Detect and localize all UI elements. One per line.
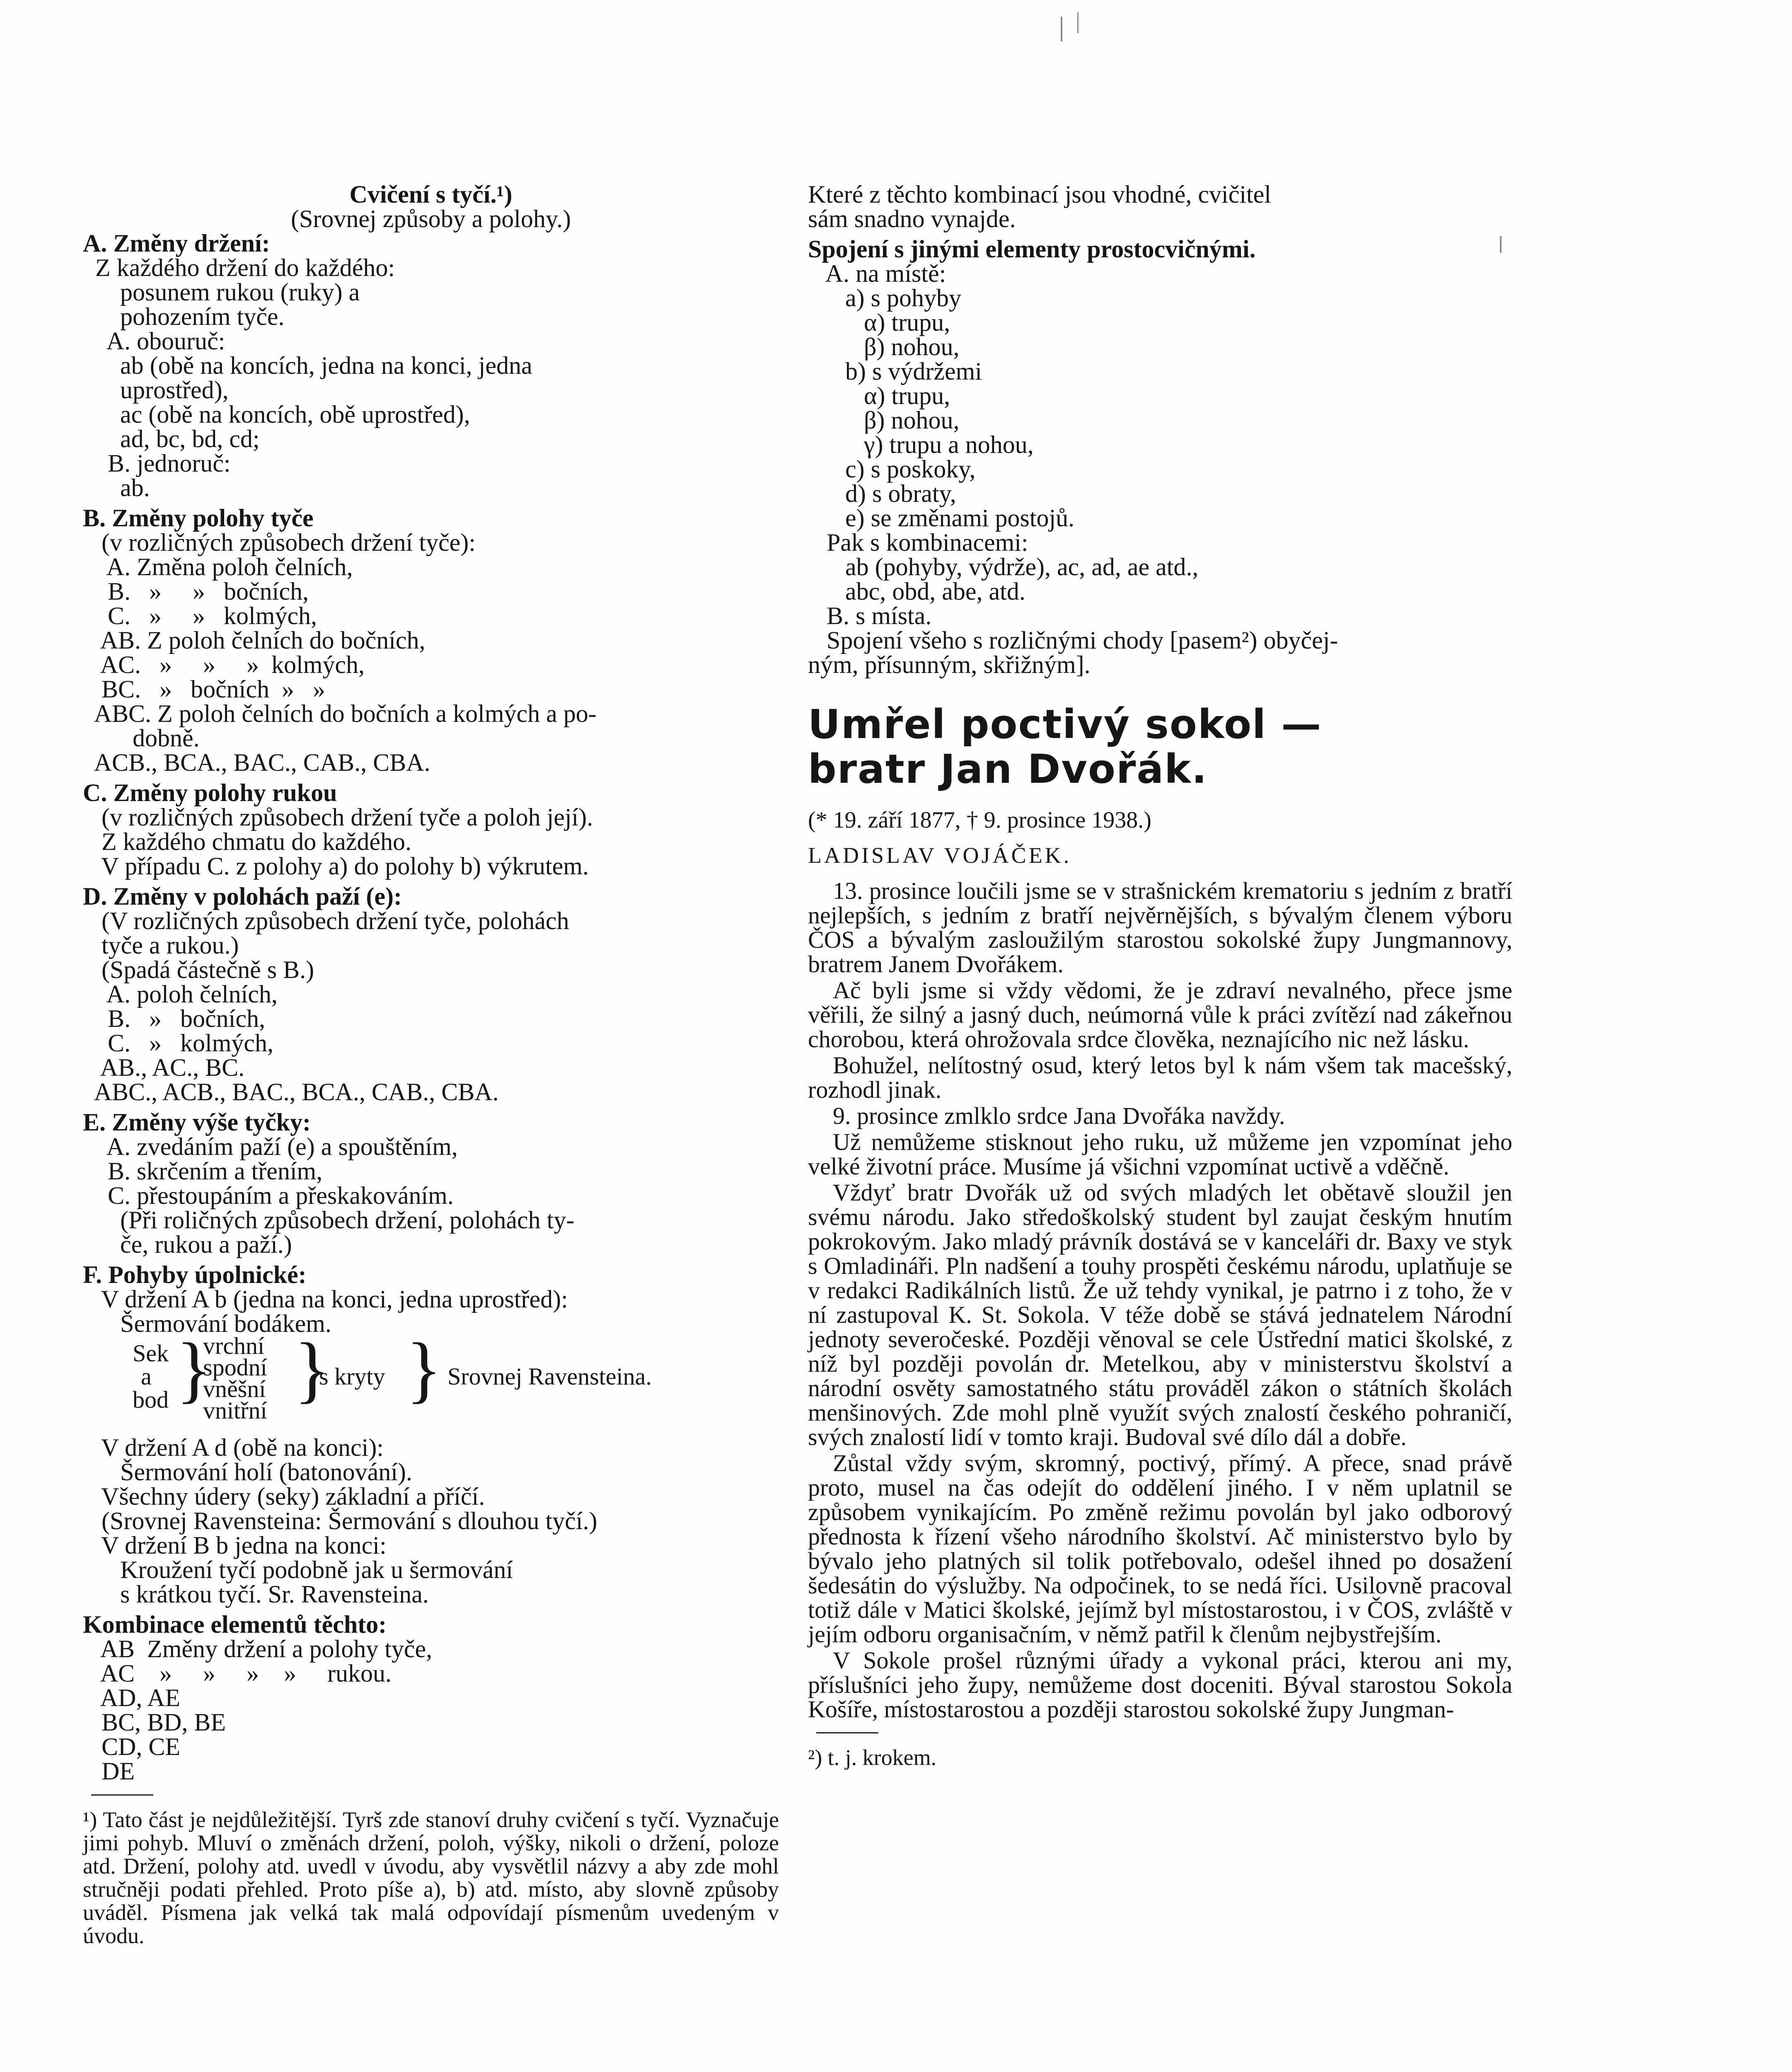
text-line: β) nohou, — [808, 333, 960, 361]
text-line: ad, bc, bd, cd; — [83, 425, 260, 453]
text-line: AB., AC., BC. — [83, 1054, 245, 1081]
text-line: ab (obě na koncích, jedna na konci, jedna — [83, 352, 532, 379]
text-line: V případu C. z polohy a) do polohy b) výkrutem. — [83, 852, 589, 880]
left-lines — [83, 231, 779, 1336]
text-line: ABC. Z poloh čelních do bočních a kolmých a po- — [83, 700, 597, 727]
text-line: Z každého držení do každého: — [83, 254, 395, 281]
text-line: ABC., ACB., BAC., BCA., CAB., CBA. — [83, 1078, 499, 1106]
text-line: B. » » bočních, — [83, 578, 309, 605]
text-line: AD, AE — [83, 1684, 181, 1711]
text-line: Spojení všeho s rozličnými chody [pasem²) obyčej- — [808, 627, 1338, 654]
article-body — [808, 879, 1512, 1721]
text-line: α) trupu, — [808, 382, 950, 409]
text-line: (Při roličných způsobech držení, polohách ty- — [83, 1206, 575, 1234]
text-line: b) s výdržemi — [808, 358, 982, 385]
text-line: ab. — [83, 474, 150, 501]
text-line: A. poloh čelních, — [83, 980, 278, 1008]
section-heading: F. Pohyby úpolnické: — [83, 1261, 307, 1288]
text-line: c) s poskoky, — [808, 455, 976, 483]
text-line: V držení A d (obě na konci): — [83, 1434, 384, 1461]
scan-mark — [1061, 17, 1062, 41]
text-line: (V rozličných způsobech držení tyče, polohách — [83, 907, 569, 934]
text-line: Pak s kombinacemi: — [808, 529, 1028, 556]
footnote-rule — [91, 1794, 153, 1796]
brace-symbol: } — [406, 1328, 442, 1410]
text-line: če, rukou a paží.) — [83, 1231, 292, 1258]
text-line: γ) trupu a nohou, — [808, 431, 1034, 458]
article-paragraph: Už nemůžeme stisknout jeho ruku, už můžeme jen vzpomínat jeho velké životní práce. Musíme já všichni vzpomínat uctivě a vděčně. — [808, 1128, 1512, 1180]
article-dates: (* 19. září 1877, † 9. prosince 1938.) — [808, 807, 1151, 833]
headline-line-1: Umřel poctivý sokol — — [808, 701, 1322, 748]
text-line: AB. Z poloh čelních do bočních, — [83, 627, 426, 654]
text-line: s krátkou tyčí. Sr. Ravensteina. — [83, 1581, 429, 1608]
brace-item-vrchni: vrchní — [203, 1332, 265, 1359]
text-line: DE — [83, 1757, 135, 1785]
text-line: BC, BD, BE — [83, 1709, 226, 1736]
article-paragraph: Vždyť bratr Dvořák už od svých mladých let obětavě sloužil jen svému národu. Jako středoškolský student byl zaujat českým hnutím pokrokovým. Jako mladý právník dostává se v kanceláři dr. Baxy ve styk s Omladináři. Pln nadšení a touhy prospěti českému národu, uplatňuje se v redakci Radikálních listů. Že už tehdy vynikal, je patrno i z toho, že v ní zastupoval K. St. Sokola. V téže době se stává jednatelem Národní jednoty severočeské. Později věnoval se cele Ústřední matici školské, z níž byl později povolán dr. Metelkou, aby v ministerstvu školství a národní osvěty samostatného státu prováděl zákon o státních školách menšinových. Zde mohl plně využít svých znalostí českého pohraničí, svých znalostí lidí v tomto kraji. Budoval své dílo dál a dobře. — [808, 1179, 1512, 1450]
text-line: A. na místě: — [808, 260, 946, 287]
footnote: ²) t. j. krokem. — [808, 1745, 937, 1770]
article-paragraph: V Sokole prošel různými úřady a vykonal práci, kterou ani my, příslušníci jeho župy, nemůžeme dost doceniti. Býval starostou Sokola Košíře, místostarostou a později starostou sokolské župy Jungman- — [808, 1647, 1512, 1723]
text-line: posunem rukou (ruky) a — [83, 278, 360, 306]
text-line: Kroužení tyčí podobně jak u šermování — [83, 1556, 513, 1583]
brace-item-vnitrni: vnitřní — [203, 1397, 267, 1424]
text-line: d) s obraty, — [808, 480, 956, 507]
text-line: (v rozličných způsobech držení tyče a poloh její). — [83, 804, 593, 831]
text-line: B. skrčením a třením, — [83, 1157, 323, 1185]
text-line: ab (pohyby, výdrže), ac, ad, ae atd., — [808, 553, 1199, 581]
text-line: C. přestoupáním a přeskakováním. — [83, 1182, 454, 1209]
text-line: β) nohou, — [808, 407, 960, 434]
footnote-rule — [816, 1732, 878, 1733]
section-heading: Spojení s jinými elementy prostocvičnými. — [808, 235, 1256, 263]
section-subtitle: (Srovnej způsoby a polohy.) — [291, 205, 571, 232]
brace-kryty: s kryty — [319, 1363, 385, 1390]
text-line: A. obouruč: — [83, 327, 225, 355]
scan-mark — [1077, 12, 1079, 33]
article-paragraph: Zůstal vždy svým, skromný, poctivý, přímý. A přece, snad právě proto, musel na čas odejít do oddělení jiného. I v něm uplatnil se způsobem vynikajícím. Po změně režimu povolán byl jako odborový přednosta k řízení všeho národního školství. Ač ministerstvo bylo by bývalo jeho platných sil tolik potřebovalo, odešel ihned po dosažení šedesátin do výslužby. Na odpočinek, to se nedá říci. Usilovně pracoval totiž dále v Matici školské, jejímž byl místostarostou, i v ČOS, zvláště v jejím odboru organisačním, v němž patřil k členům nejbystřejším. — [808, 1450, 1512, 1648]
text-line: a) s pohyby — [808, 284, 961, 312]
text-line: ac (obě na koncích, obě uprostřed), — [83, 401, 470, 428]
text-line: Šermování bodákem. — [83, 1310, 331, 1337]
right-column — [808, 182, 1512, 1769]
text-line: V držení B b jedna na konci: — [83, 1532, 387, 1559]
text-line: pohozením tyče. — [83, 303, 285, 330]
section-heading: Kombinace elementů těchto: — [83, 1611, 387, 1638]
text-line: C. » kolmých, — [83, 1029, 273, 1057]
section-heading: E. Změny výše tyčky: — [83, 1109, 311, 1136]
brace-item-vnesni: vněšní — [203, 1375, 266, 1402]
text-line: C. » » kolmých, — [83, 602, 317, 629]
text-line: Které z těchto kombinací jsou vhodné, cvičitel — [808, 181, 1271, 208]
section-heading: C. Změny polohy rukou — [83, 779, 337, 806]
brace-label-sek: Sek — [133, 1340, 169, 1367]
brace-label-a: a — [141, 1363, 152, 1390]
text-line: α) trupu, — [808, 309, 950, 336]
article-author: LADISLAV VOJÁČEK. — [808, 843, 1072, 868]
text-line: e) se změnami postojů. — [808, 504, 1075, 532]
brace-symbol: } — [176, 1328, 212, 1410]
headline-line-2: bratr Jan Dvořák. — [808, 746, 1208, 792]
text-line: A. zvedáním paží (e) a spouštěním, — [83, 1133, 458, 1160]
text-line: dobně. — [83, 724, 200, 752]
article-paragraph: 9. prosince zmlklo srdce Jana Dvořáka navždy. — [833, 1102, 1285, 1129]
section-heading: D. Změny v polohách paží (e): — [83, 883, 402, 910]
brace-diagram — [83, 1328, 779, 1435]
footnote: ¹) Tato část je nejdůležitější. Tyrš zde stanoví druhy cvičení s tyčí. Vyznačuje jimi pohyb. Mluví o změnách držení, poloh, výšky, nikoli o držení, poloze atd. Držení, polohy atd. uvedl v úvodu, aby vysvětlil názvy a aby zde mohl stručněji podati přehled. Proto píše a), b) atd. místo, aby slovně způsoby uváděl. Písmena jak velká tak malá odpovídají písmenům uvedeným v úvodu. — [83, 1807, 779, 1948]
text-line: B. jednoruč: — [83, 450, 231, 477]
article-paragraph: Bohužel, nelítostný osud, který letos byl k nám všem tak macešský, rozhodl jinak. — [808, 1052, 1512, 1103]
left-column — [83, 182, 779, 1947]
text-line: Z každého chmatu do každého. — [83, 828, 412, 855]
text-line: sám snadno vynajde. — [808, 205, 1016, 232]
section-title: Cvičení s tyčí.¹) — [349, 181, 513, 208]
brace-item-spodni: spodní — [203, 1354, 267, 1381]
text-line: AB Změny držení a polohy tyče, — [83, 1635, 433, 1663]
brace-label-bod: bod — [133, 1386, 169, 1413]
text-line: B. » bočních, — [83, 1005, 265, 1032]
text-line: tyče a rukou.) — [83, 932, 239, 959]
text-line: ným, přísunným, skřižným]. — [808, 651, 1091, 678]
section-heading: B. Změny polohy tyče — [83, 504, 314, 532]
text-line: CD, CE — [83, 1733, 181, 1760]
text-line: V držení A b (jedna na konci, jedna uprostřed): — [83, 1285, 568, 1313]
brace-reference: Srovnej Ravensteina. — [447, 1363, 652, 1390]
text-line: (Srovnej Ravensteina: Šermování s dlouhou tyčí.) — [83, 1507, 597, 1535]
text-line: Šermování holí (batonování). — [83, 1458, 412, 1486]
text-line: abc, obd, abe, atd. — [808, 578, 1025, 605]
article-paragraph: 13. prosince loučili jsme se v strašnickém krematoriu s jedním z bratří nejlepších, s jedním z bratří nejvěrnějších, s bývalým členem výboru ČOS a bývalým zasloužilým starostou sokolské župy Jungmannovy, bratrem Janem Dvořákem. — [808, 877, 1512, 978]
right-lines — [808, 182, 1512, 677]
text-line: (v rozličných způsobech držení tyče): — [83, 529, 476, 556]
brace-symbol: } — [294, 1328, 330, 1410]
article-paragraph: Ač byli jsme si vždy vědomi, že je zdraví nevalného, přece jsme věřili, že silný a jasný duch, neúmorná vůle k práci zvítězí nad zákeřnou chorobou, která ohrožovala srdce člověka, neznajícího nic než lásku. — [808, 977, 1512, 1053]
left-lines-continued — [83, 1435, 779, 1784]
text-line: BC. » bočních » » — [83, 675, 325, 703]
text-line: ACB., BCA., BAC., CAB., CBA. — [83, 749, 430, 776]
text-line: A. Změna poloh čelních, — [83, 553, 353, 581]
article-headline — [808, 702, 1512, 792]
section-heading: A. Změny držení: — [83, 230, 270, 257]
text-line: Všechny údery (seky) základní a příčí. — [83, 1483, 485, 1510]
text-line: AC. » » » kolmých, — [83, 651, 365, 678]
text-line: AC » » » » rukou. — [83, 1660, 392, 1687]
text-line: (Spadá částečně s B.) — [83, 956, 314, 983]
text-line: B. s místa. — [808, 602, 932, 629]
text-line: uprostřed), — [83, 376, 229, 404]
